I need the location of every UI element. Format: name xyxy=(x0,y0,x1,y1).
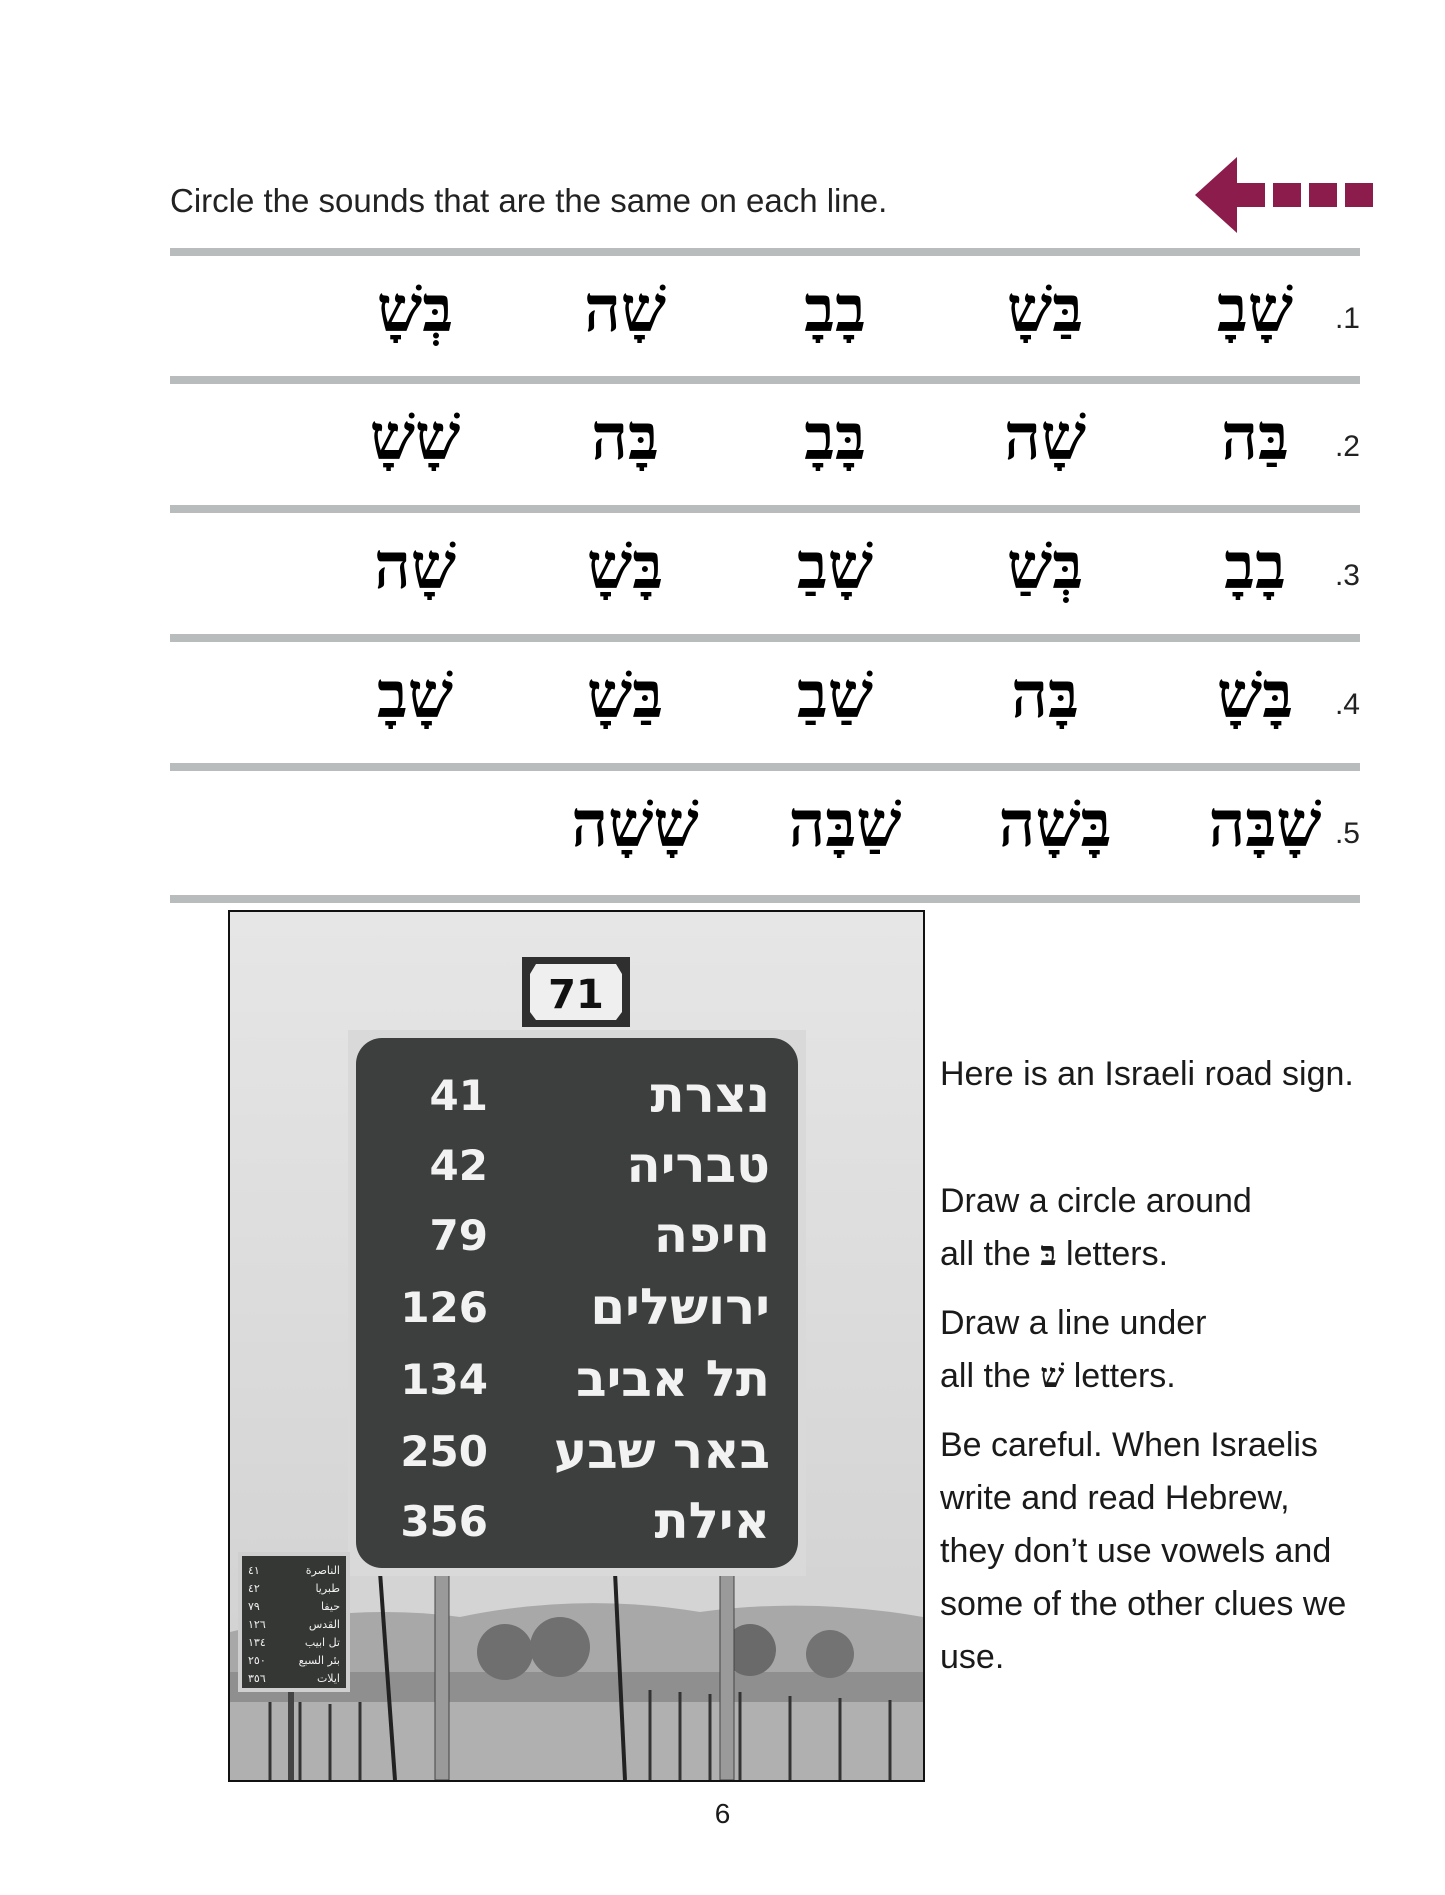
hebrew-syllable[interactable]: בָבָ xyxy=(1224,529,1286,604)
sign-distance: 41 xyxy=(429,1071,488,1120)
row-divider xyxy=(170,895,1360,903)
sign-distance: 250 xyxy=(400,1427,488,1476)
sign-destination: טבריה xyxy=(626,1136,770,1194)
sign-destination: חיפה xyxy=(653,1206,770,1264)
arabic-sign-destination: القدس xyxy=(308,1618,340,1631)
side-line: Draw a line under xyxy=(940,1304,1207,1342)
exercise-row-5 xyxy=(170,777,1360,887)
sign-destination: אילת xyxy=(654,1492,770,1550)
arabic-sign-distance: ٤٢ xyxy=(248,1582,260,1595)
side-paragraph xyxy=(940,1175,1380,1281)
hebrew-syllable[interactable]: שָׁה xyxy=(373,529,457,604)
hebrew-syllable[interactable]: שַׁבָּה xyxy=(788,787,902,862)
sign-distance: 126 xyxy=(400,1283,488,1332)
exercise-number: .3 xyxy=(1334,559,1360,592)
sign-distance: 134 xyxy=(400,1355,488,1404)
arabic-sign-destination: الناصرة xyxy=(305,1564,340,1577)
hebrew-syllable[interactable]: שָׁבָ xyxy=(376,658,454,733)
side-paragraph: Be careful. When Israelis write and read Hebrew, they don’t use vowels and some of the other clues we use. xyxy=(940,1426,1347,1676)
sign-distance: 42 xyxy=(429,1141,488,1190)
hebrew-syllable[interactable]: בָּה xyxy=(591,400,659,475)
arabic-sign-distance: ١٢٦ xyxy=(248,1618,266,1631)
exercise-number: .2 xyxy=(1334,430,1360,463)
hebrew-syllable[interactable]: בָבָ xyxy=(804,272,866,347)
arabic-sign-destination: ايلات xyxy=(316,1672,340,1685)
page-number: 6 xyxy=(714,1798,731,1829)
row-divider xyxy=(170,376,1360,384)
hebrew-syllable[interactable]: בַּה xyxy=(1221,400,1289,475)
side-line-part: all the xyxy=(940,1235,1041,1273)
sign-destination: ירושלים xyxy=(590,1278,770,1336)
row-divider xyxy=(170,505,1360,513)
side-line: Draw a circle around xyxy=(940,1182,1252,1220)
exercise-number: .4 xyxy=(1334,688,1360,721)
exercise-row-4 xyxy=(170,648,1360,758)
row-divider xyxy=(170,763,1360,771)
route-number: 71 xyxy=(548,972,604,1018)
sign-destination: באר שבע xyxy=(553,1422,770,1480)
hebrew-syllable[interactable]: בַּשָׁ xyxy=(1006,272,1084,347)
hebrew-syllable[interactable]: בָּשָׁ xyxy=(1216,658,1294,733)
sign-distance: 79 xyxy=(429,1211,488,1260)
side-paragraph: Here is an Israeli road sign. xyxy=(940,1055,1354,1093)
hebrew-syllable[interactable]: בָּשָׁ xyxy=(586,529,664,604)
side-line xyxy=(940,1228,1380,1281)
back-arrow-icon[interactable] xyxy=(1195,155,1375,235)
hebrew-syllable[interactable]: בָּבָ xyxy=(804,400,866,475)
side-line-part: all the xyxy=(940,1357,1041,1395)
hebrew-letter-bet: בּ xyxy=(1040,1234,1057,1274)
arabic-sign-destination: بئر السبع xyxy=(298,1654,340,1667)
hebrew-syllable[interactable]: בָּה xyxy=(1011,658,1079,733)
side-line-part: letters. xyxy=(1064,1357,1176,1395)
hebrew-syllable[interactable]: בַּשָׁ xyxy=(586,658,664,733)
road-sign-photo xyxy=(228,910,925,1782)
hebrew-syllable[interactable]: שָׁשָׁה xyxy=(571,787,699,862)
arabic-sign-distance: ٣٥٦ xyxy=(248,1672,266,1685)
arabic-sign-distance: ٢٥٠ xyxy=(248,1654,266,1667)
hebrew-syllable[interactable]: שָׁבָ xyxy=(1216,272,1294,347)
hebrew-syllable[interactable]: בָּשָׁה xyxy=(998,787,1112,862)
arabic-sign-destination: حيفا xyxy=(320,1600,340,1613)
hebrew-syllable[interactable]: שַׁבַ xyxy=(796,658,874,733)
exercise-number: .5 xyxy=(1334,817,1360,850)
arabic-sign-distance: ٧٩ xyxy=(248,1600,260,1613)
arabic-sign-distance: ١٣٤ xyxy=(248,1636,266,1649)
instruction-text: Circle the sounds that are the same on each line. xyxy=(170,182,888,219)
hebrew-syllable[interactable]: בְּשָׁ xyxy=(376,272,454,347)
hebrew-syllable[interactable]: שָׁה xyxy=(583,272,667,347)
sign-distance: 356 xyxy=(400,1497,488,1546)
sign-destination: תל אביב xyxy=(576,1350,770,1408)
arabic-sign-distance: ٤١ xyxy=(248,1564,260,1577)
hebrew-syllable[interactable]: בְּשַׁ xyxy=(1006,529,1084,604)
exercise-row-3 xyxy=(170,519,1360,629)
exercise-row-2 xyxy=(170,390,1360,500)
side-line xyxy=(940,1350,1380,1403)
hebrew-syllable[interactable]: שָׁה xyxy=(1003,400,1087,475)
arabic-sign-destination: طبريا xyxy=(315,1582,340,1595)
row-divider xyxy=(170,248,1360,256)
exercise-number: .1 xyxy=(1334,302,1360,335)
sign-destination: נצרת xyxy=(650,1066,770,1124)
hebrew-syllable[interactable]: שָׁבָּה xyxy=(1208,787,1322,862)
exercise-row-1 xyxy=(170,262,1360,372)
hebrew-syllable[interactable]: שָׁבַ xyxy=(796,529,874,604)
arabic-sign-destination: تل ابيب xyxy=(304,1636,340,1649)
row-divider xyxy=(170,634,1360,642)
side-line-part: letters. xyxy=(1056,1235,1169,1273)
hebrew-letter-shin: שׁ xyxy=(1040,1356,1065,1396)
side-paragraph xyxy=(940,1297,1380,1403)
hebrew-syllable[interactable]: שָׁשָׁ xyxy=(369,400,461,475)
